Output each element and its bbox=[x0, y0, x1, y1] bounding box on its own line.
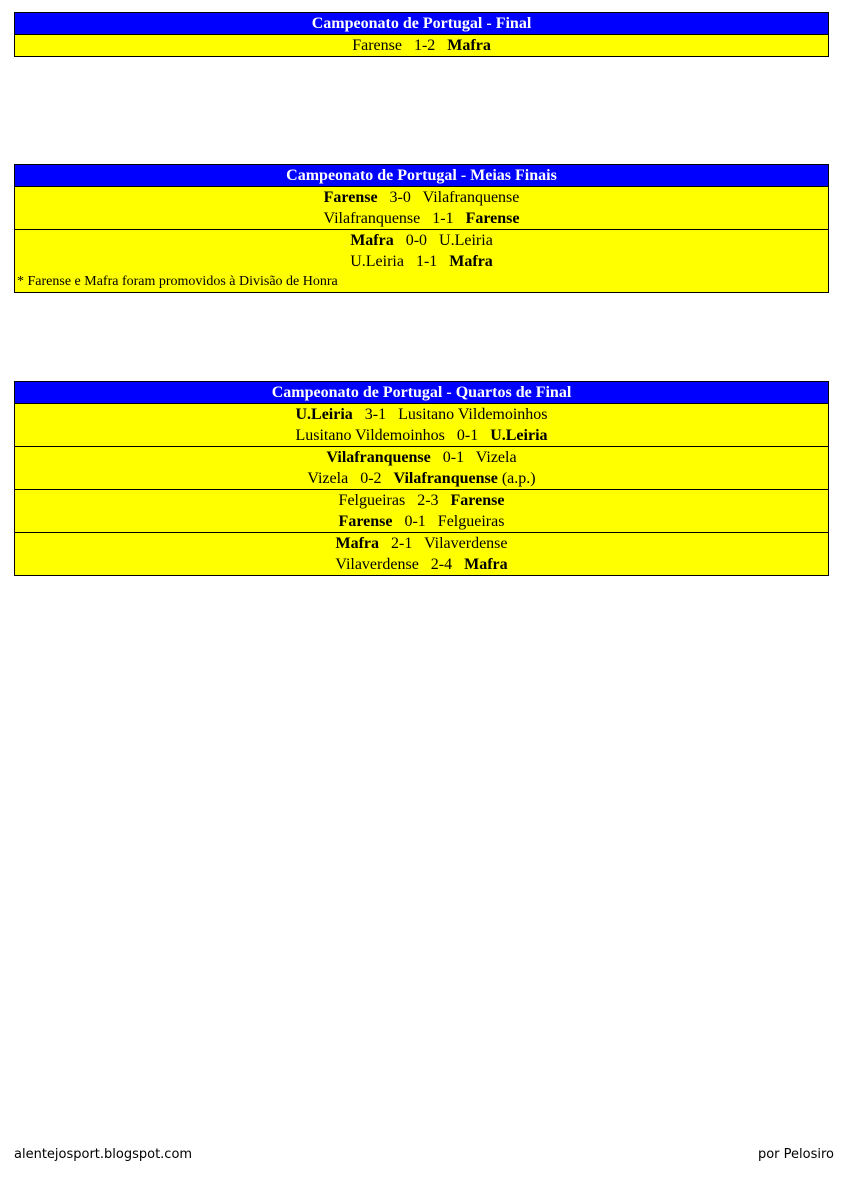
match-row bbox=[15, 208, 828, 229]
tie-group bbox=[15, 404, 828, 447]
home-team: Felgueiras bbox=[338, 492, 406, 509]
home-team: Farense bbox=[323, 189, 378, 206]
score: 2-4 bbox=[418, 556, 465, 573]
away-team: Vilafranquense bbox=[393, 470, 498, 487]
score: 3-1 bbox=[352, 406, 399, 423]
match-row bbox=[15, 230, 828, 251]
match-row bbox=[15, 251, 828, 272]
home-team: Vilaverdense bbox=[335, 556, 419, 573]
away-team: Farense bbox=[450, 492, 505, 509]
away-team: Mafra bbox=[449, 253, 493, 270]
semis-note: * Farense e Mafra foram promovidos à Divisão de Honra bbox=[17, 274, 338, 289]
away-team: Mafra bbox=[464, 556, 508, 573]
home-team: Mafra bbox=[350, 232, 394, 249]
away-team: U.Leiria bbox=[490, 427, 548, 444]
match-row bbox=[15, 468, 828, 489]
score: 0-0 bbox=[393, 232, 440, 249]
home-team: Lusitano Vildemoinhos bbox=[295, 427, 445, 444]
final-matches bbox=[15, 35, 828, 56]
semis-title: Campeonato de Portugal - Meias Finais bbox=[15, 165, 828, 187]
score: 1-1 bbox=[403, 253, 450, 270]
home-team: Vizela bbox=[307, 470, 349, 487]
match-row bbox=[15, 404, 828, 425]
away-team: U.Leiria bbox=[439, 232, 493, 249]
match-row bbox=[15, 447, 828, 468]
tie-group bbox=[15, 490, 828, 533]
away-team: Lusitano Vildemoinhos bbox=[398, 406, 548, 423]
away-team: Vizela bbox=[475, 449, 517, 466]
score: 0-2 bbox=[348, 470, 394, 487]
away-team: Mafra bbox=[447, 37, 491, 54]
footer-author: por Pelosiro bbox=[757, 1147, 834, 1162]
match-row bbox=[15, 554, 828, 575]
score: 2-3 bbox=[405, 492, 451, 509]
score: 1-2 bbox=[401, 37, 448, 54]
match-row bbox=[15, 187, 828, 208]
home-team: U.Leiria bbox=[295, 406, 353, 423]
footer-site: alentejosport.blogspot.com bbox=[14, 1147, 193, 1162]
semis-matches bbox=[15, 187, 828, 272]
match-row bbox=[15, 511, 828, 532]
match-row bbox=[15, 490, 828, 511]
quarters-table bbox=[14, 381, 829, 576]
score: 2-1 bbox=[379, 535, 425, 552]
tie-group bbox=[15, 230, 828, 272]
score: 0-1 bbox=[444, 427, 491, 444]
tie-group bbox=[15, 533, 828, 575]
final-title: Campeonato de Portugal - Final bbox=[15, 13, 828, 35]
score: 3-0 bbox=[377, 189, 423, 206]
away-team: Vilaverdense bbox=[424, 535, 508, 552]
semis-table bbox=[14, 164, 829, 293]
score: 0-1 bbox=[392, 513, 438, 530]
tie-group bbox=[15, 447, 828, 490]
home-team: Vilafranquense bbox=[323, 210, 421, 227]
tie-group bbox=[15, 187, 828, 230]
match-note: (a.p.) bbox=[497, 470, 536, 487]
home-team: Vilafranquense bbox=[326, 449, 431, 466]
home-team: Farense bbox=[352, 37, 402, 54]
away-team: Felgueiras bbox=[437, 513, 505, 530]
final-table bbox=[14, 12, 829, 57]
away-team: Farense bbox=[465, 210, 520, 227]
home-team: Mafra bbox=[335, 535, 380, 552]
home-team: U.Leiria bbox=[350, 253, 404, 270]
match-row bbox=[15, 425, 828, 446]
home-team: Farense bbox=[338, 513, 393, 530]
away-team: Vilafranquense bbox=[422, 189, 520, 206]
match-row bbox=[15, 533, 828, 554]
score: 0-1 bbox=[430, 449, 476, 466]
quarters-title: Campeonato de Portugal - Quartos de Final bbox=[15, 382, 828, 404]
quarters-matches bbox=[15, 404, 828, 575]
score: 1-1 bbox=[420, 210, 466, 227]
match-row bbox=[15, 35, 828, 56]
